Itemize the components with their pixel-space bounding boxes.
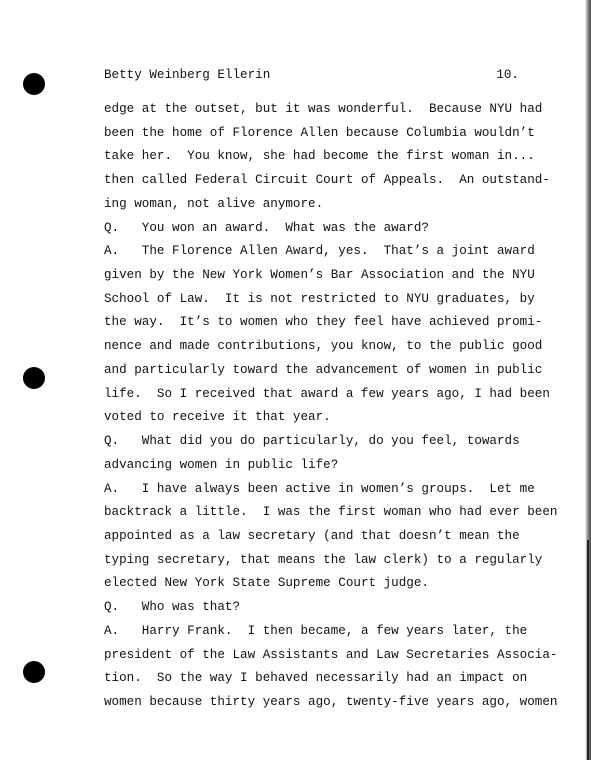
- transcript-line: nence and made contributions, you know, to the public good: [104, 339, 543, 354]
- header-interviewee-name: Betty Weinberg Ellerin: [104, 68, 271, 82]
- answer-line: A. The Florence Allen Award, yes. That’s a joint award: [104, 244, 535, 259]
- transcript-line: ing woman, not alive anymore.: [104, 196, 324, 211]
- transcript-line: and particularly toward the advancement of women in public: [104, 362, 543, 377]
- transcript-line: edge at the outset, but it was wonderful. Because NYU had: [104, 102, 543, 116]
- transcript-line: voted to receive it that year.: [104, 410, 331, 425]
- transcript-line: given by the New York Women’s Bar Association and the NYU: [104, 268, 535, 283]
- transcript-line: advancing women in public life?: [104, 457, 339, 472]
- transcript-line: typing secretary, that means the law clerk) to a regularly: [104, 552, 543, 567]
- punch-hole-top: [23, 73, 45, 95]
- punch-hole-bottom: [23, 661, 45, 683]
- transcript-line: elected New York State Supreme Court judge.: [104, 576, 429, 591]
- answer-line: A. Harry Frank. I then became, a few years later, the: [104, 623, 528, 638]
- page-number: 10.: [496, 68, 519, 82]
- transcript-line: backtrack a little. I was the first woman who had ever been: [104, 505, 558, 520]
- question-line: Q. What did you do particularly, do you feel, towards: [104, 434, 520, 449]
- transcript-line: president of the Law Assistants and Law Secretaries Associa-: [104, 647, 558, 662]
- page-edge-shadow: [585, 0, 591, 760]
- answer-line: A. I have always been active in women’s groups. Let me: [104, 481, 535, 496]
- transcript-body: [104, 101, 558, 718]
- punch-hole-middle: [23, 367, 45, 389]
- transcript-line: women because thirty years ago, twenty-five years ago, women: [104, 694, 558, 709]
- question-line: Q. You won an award. What was the award?: [104, 220, 429, 235]
- transcript-line: been the home of Florence Allen because Columbia wouldn’t: [104, 125, 535, 140]
- transcript-line: School of Law. It is not restricted to NYU graduates, by: [104, 291, 535, 306]
- transcript-line: take her. You know, she had become the first woman in...: [104, 149, 535, 164]
- transcript-line: tion. So the way I behaved necessarily had an impact on: [104, 671, 528, 686]
- transcript-line: the way. It’s to women who they feel have achieved promi-: [104, 315, 543, 330]
- transcript-line: then called Federal Circuit Court of Appeals. An outstand-: [104, 173, 550, 188]
- transcript-line: appointed as a law secretary (and that doesn’t mean the: [104, 528, 520, 543]
- question-line: Q. Who was that?: [104, 600, 241, 615]
- transcript-line: life. So I received that award a few years ago, I had been: [104, 386, 550, 401]
